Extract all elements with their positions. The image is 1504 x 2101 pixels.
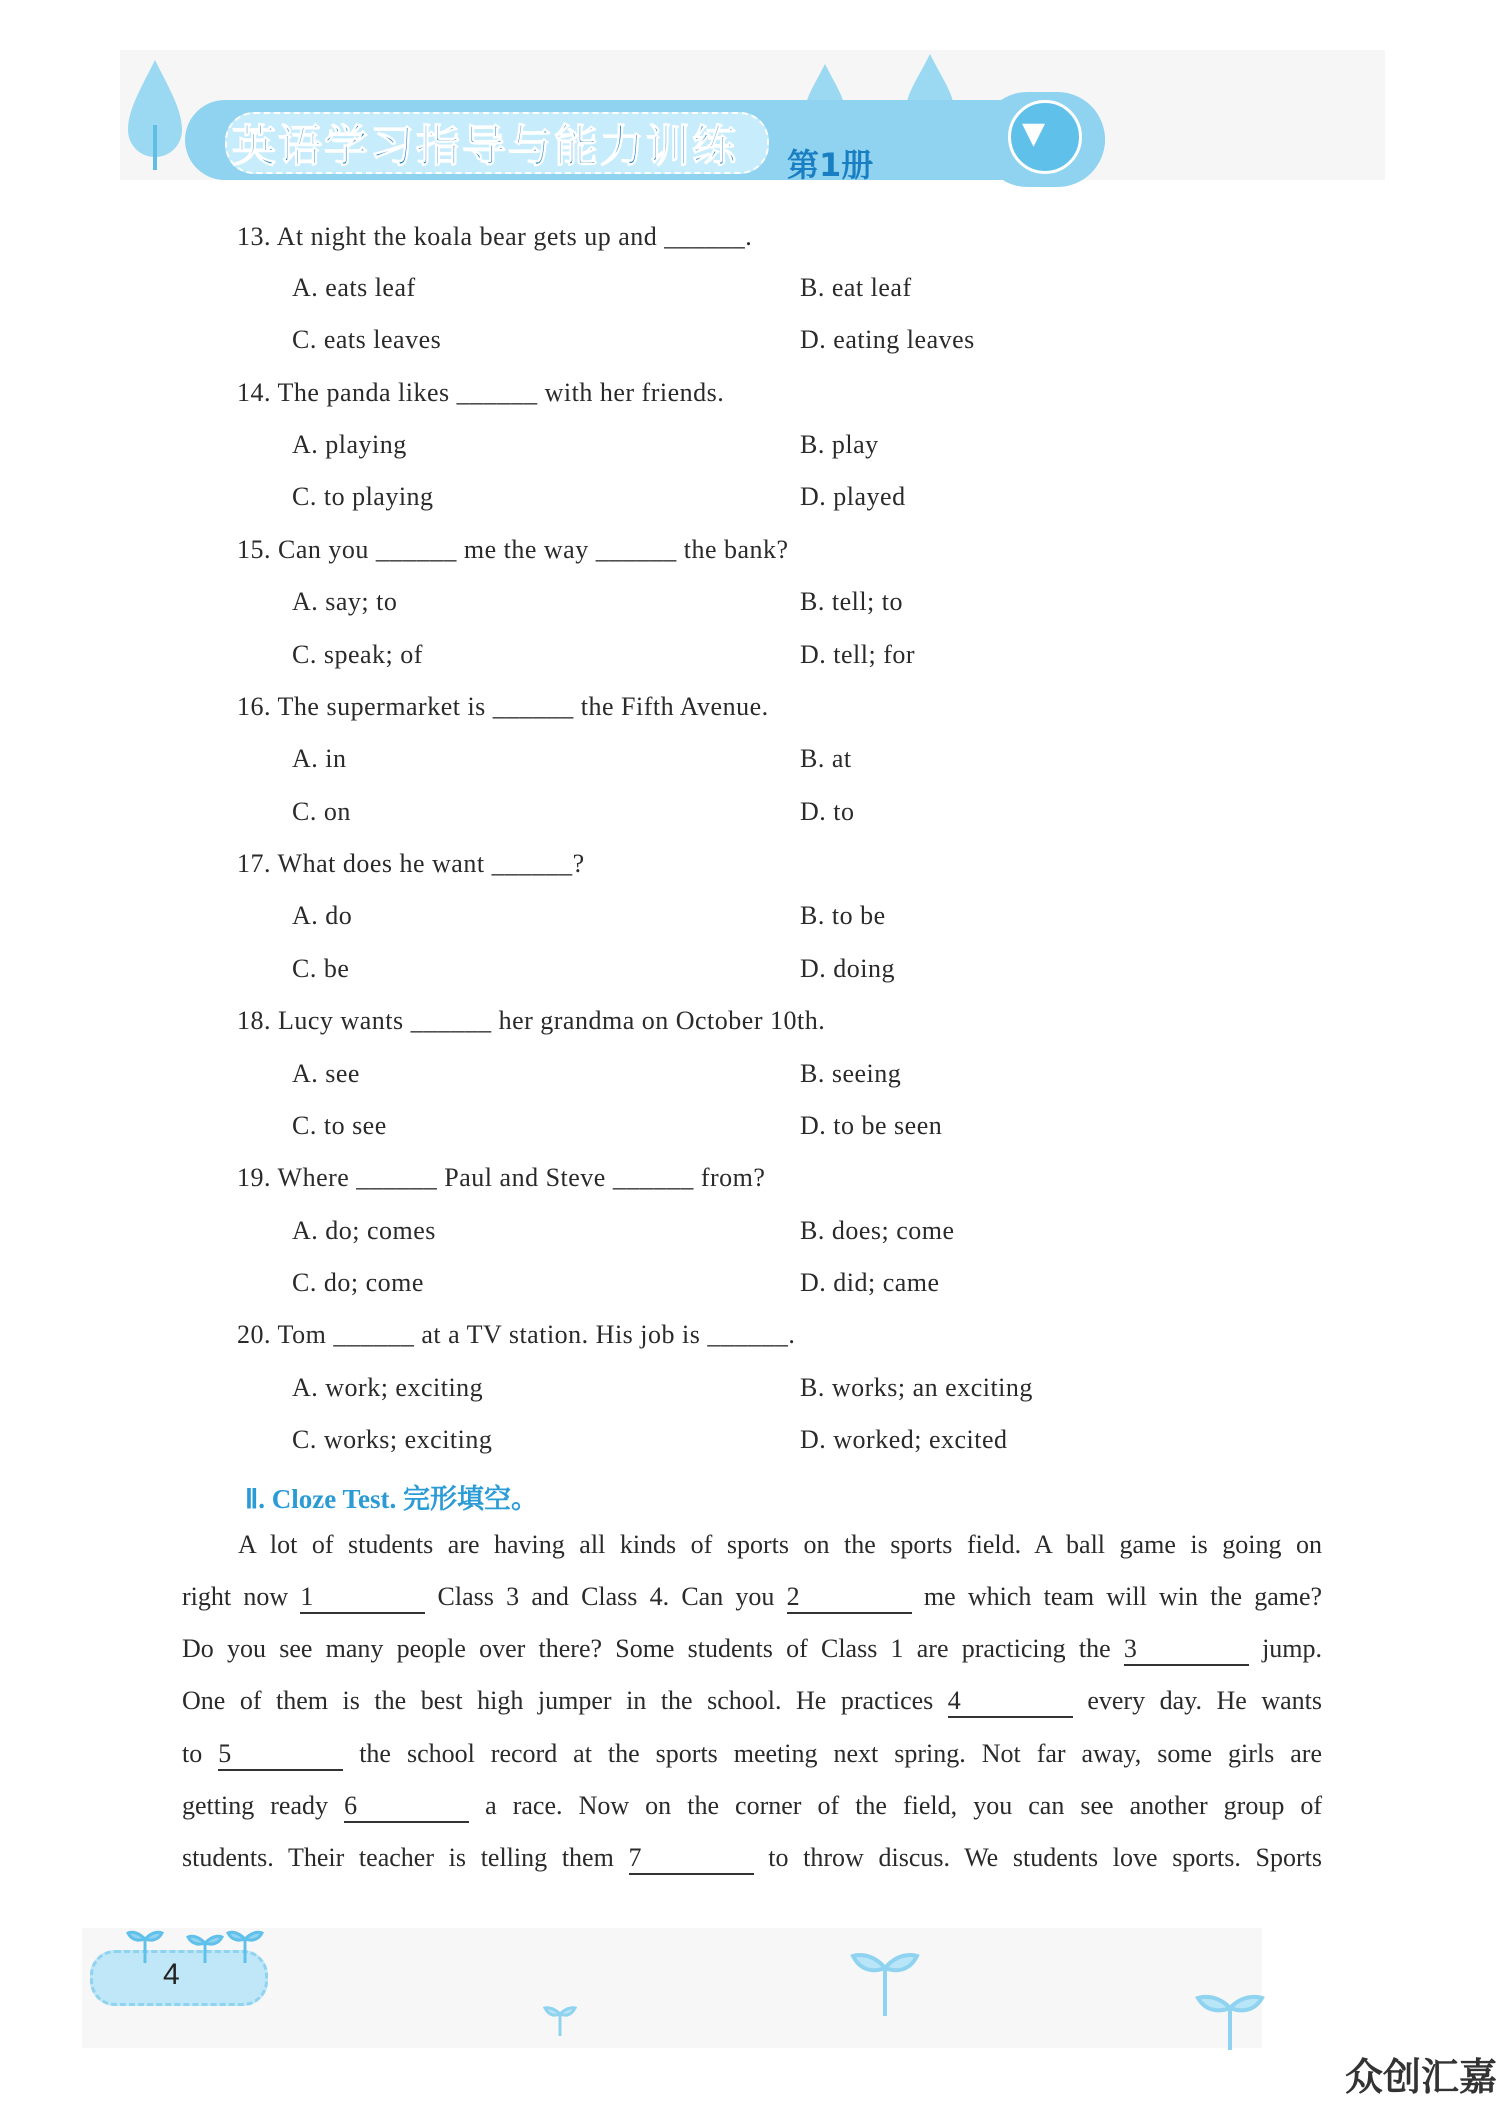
raindrop-tree-icon [120, 55, 190, 170]
question-17 [237, 849, 585, 879]
blank-4[interactable]: 4 [948, 1686, 1073, 1718]
cloze-text: Class 3 and Class 4. Can you [437, 1582, 775, 1611]
cloze-text: a race. Now on the corner of the field, you can see another group of [485, 1791, 1323, 1820]
cloze-line [182, 1582, 1322, 1614]
question-number: 16. [237, 692, 271, 721]
cloze-line [182, 1791, 1322, 1823]
sprout-icon [845, 1948, 925, 2018]
blank-5[interactable]: 5 [218, 1739, 343, 1771]
question-stem: The panda likes ______ with her friends. [277, 378, 725, 407]
cloze-line [182, 1686, 1322, 1718]
option-b: B. to be [800, 901, 886, 930]
question-number: 15. [237, 535, 271, 564]
option-a: A. do [292, 901, 353, 930]
question-number: 13. [237, 222, 271, 251]
question-stem: At night the koala bear gets up and ______. [276, 222, 753, 251]
section-title: Ⅱ. Cloze Test. 完形填空。 [245, 1484, 539, 1514]
option-a: A. say; to [292, 587, 398, 616]
cloze-line [182, 1739, 1322, 1771]
option-d: D. to be seen [800, 1111, 943, 1140]
question-number: 17. [237, 849, 271, 878]
question-stem: Lucy wants ______ her grandma on October 10th. [278, 1006, 826, 1035]
cloze-line [182, 1843, 1322, 1875]
cloze-text: Do you see many people over there? Some students of Class 1 are practicing the [182, 1634, 1111, 1663]
option-a: A. work; exciting [292, 1373, 484, 1402]
cloze-text: to [182, 1739, 203, 1768]
watermark: 众创汇嘉 [1345, 2055, 1498, 2099]
cloze-text: A lot of students are having all kinds of sports on the sports field. A ball game is going on [238, 1530, 1322, 1559]
question-20 [237, 1320, 795, 1350]
question-13 [237, 222, 752, 252]
question-stem: Can you ______ me the way ______ the bank? [278, 535, 789, 564]
option-c: C. to playing [292, 482, 434, 511]
option-d: D. worked; excited [800, 1425, 1008, 1454]
question-19 [237, 1163, 765, 1193]
question-stem: What does he want ______? [277, 849, 585, 878]
cloze-text: the school record at the sports meeting next spring. Not far away, some girls are [359, 1739, 1322, 1768]
question-stem: Tom ______ at a TV station. His job is ______. [277, 1320, 796, 1349]
option-b: B. play [800, 430, 879, 459]
option-c: C. speak; of [292, 640, 423, 669]
question-18 [237, 1006, 825, 1036]
cloze-text: every day. He wants [1087, 1686, 1322, 1715]
blank-7[interactable]: 7 [629, 1843, 754, 1875]
option-b: B. eat leaf [800, 273, 912, 302]
option-b: B. does; come [800, 1216, 955, 1245]
option-c: C. on [292, 797, 351, 826]
cloze-text: One of them is the best high jumper in the school. He practices [182, 1686, 934, 1715]
option-a: A. do; comes [292, 1216, 436, 1245]
question-stem: Where ______ Paul and Steve ______ from? [277, 1163, 766, 1192]
question-stem: The supermarket is ______ the Fifth Avenue. [277, 692, 769, 721]
option-d: D. played [800, 482, 906, 511]
question-number: 18. [237, 1006, 271, 1035]
cloze-text: getting ready [182, 1791, 329, 1820]
question-number: 20. [237, 1320, 271, 1349]
option-d: D. doing [800, 954, 895, 983]
option-b: B. tell; to [800, 587, 903, 616]
cloze-text: to throw discus. We students love sports. Sports [768, 1843, 1323, 1872]
cloze-text: jump. [1262, 1634, 1323, 1663]
blank-6[interactable]: 6 [344, 1791, 469, 1823]
question-number: 14. [237, 378, 271, 407]
option-a: A. see [292, 1059, 360, 1088]
cloze-line [238, 1530, 1322, 1560]
book-volume: 第1册 [787, 146, 874, 184]
question-14 [237, 378, 724, 408]
question-number: 19. [237, 1163, 271, 1192]
sprout-icon [540, 2002, 580, 2038]
cloze-text: right now [182, 1582, 289, 1611]
option-d: D. eating leaves [800, 325, 975, 354]
question-16 [237, 692, 769, 722]
option-d: D. tell; for [800, 640, 916, 669]
arrow-down-icon: ▼ [1022, 116, 1046, 151]
cloze-text: me which team will win the game? [923, 1582, 1323, 1611]
option-d: D. to [800, 797, 855, 826]
sprout-icon [1190, 1990, 1270, 2050]
option-a: A. eats leaf [292, 273, 416, 302]
option-a: A. in [292, 744, 347, 773]
option-a: A. playing [292, 430, 407, 459]
blank-3[interactable]: 3 [1124, 1634, 1249, 1666]
option-c: C. do; come [292, 1268, 424, 1297]
blank-2[interactable]: 2 [787, 1582, 912, 1614]
cloze-text: students. Their teacher is telling them [182, 1843, 614, 1872]
option-b: B. at [800, 744, 852, 773]
option-c: C. works; exciting [292, 1425, 493, 1454]
blank-1[interactable]: 1 [300, 1582, 425, 1614]
question-15 [237, 535, 789, 565]
cloze-line [182, 1634, 1322, 1666]
option-b: B. seeing [800, 1059, 902, 1088]
book-title: 英语学习指导与能力训练 [232, 121, 738, 172]
page-number: 4 [163, 1958, 180, 1991]
option-c: C. to see [292, 1111, 387, 1140]
sprout-icon [120, 1925, 270, 1965]
option-d: D. did; came [800, 1268, 940, 1297]
option-c: C. eats leaves [292, 325, 442, 354]
option-c: C. be [292, 954, 350, 983]
option-b: B. works; an exciting [800, 1373, 1033, 1402]
